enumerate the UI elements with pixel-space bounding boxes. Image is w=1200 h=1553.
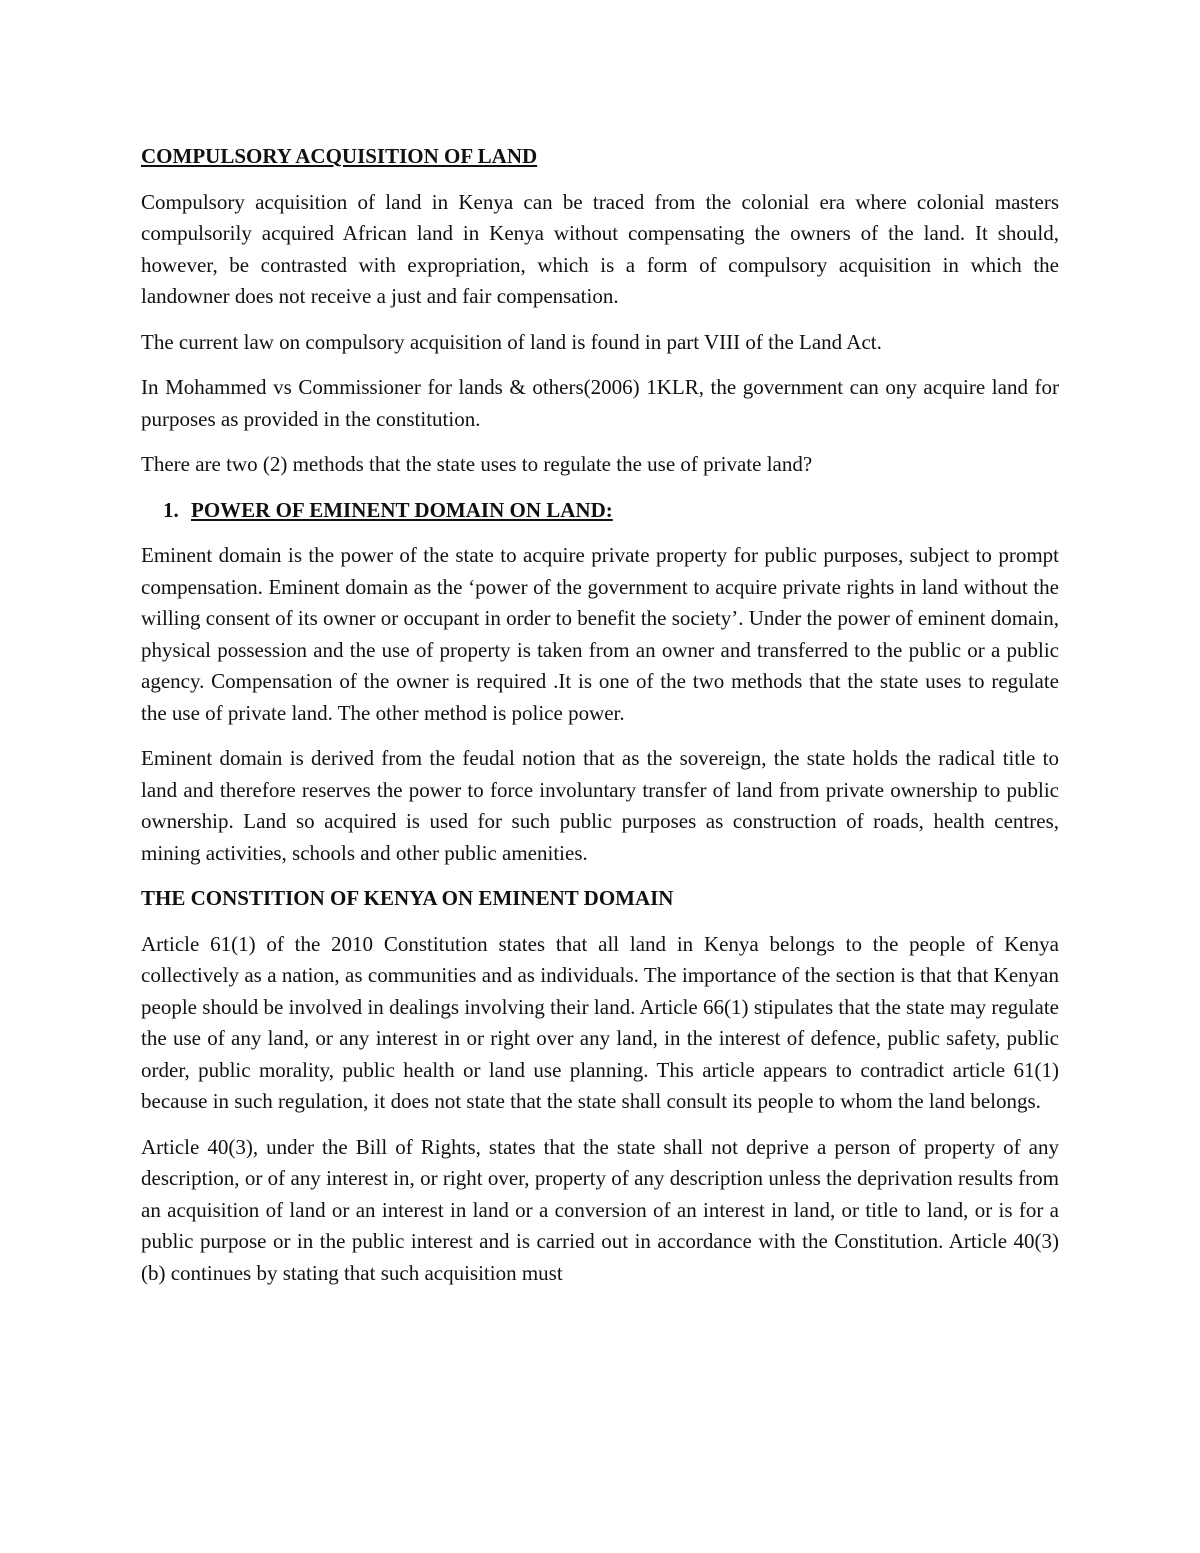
document-title: COMPULSORY ACQUISITION OF LAND — [141, 144, 538, 168]
section-heading-eminent-domain — [141, 495, 1059, 527]
intro-paragraph: The current law on compulsory acquisition of land is found in part VIII of the Land Act. — [141, 329, 882, 354]
section-paragraph: Eminent domain is the power of the state to acquire private property for public purposes, subject to prompt compensation. Eminent domain as the ‘power of the government to acquire private rights in land without the willing consent of its owner or occupant in order to benefit the society’. Under the power of eminent domain, physical possession and the use of property is taken from an owner and transferred to the public or a public agency. Compensation of the owner is required .It is one of the two methods that the state uses to regulate the use of private land. The other method is police power. — [141, 543, 1059, 725]
section-paragraph: Article 40(3), under the Bill of Rights, states that the state shall not deprive a person of property of any description, or of any interest in, or right over, property of any description unless the deprivation results from an acquisition of land or an interest in land or a conversion of an interest in land, or title to land, or is for a public purpose or in the public interest and is carried out in accordance with the Constitution. Article 40(3)(b) continues by stating that such acquisition must — [141, 1134, 1059, 1285]
section-paragraph: Article 61(1) of the 2010 Constitution states that all land in Kenya belongs to the people of Kenya collectively as a nation, as communities and as individuals. The importance of the section is that that Kenyan people should be involved in dealings involving their land. Article 66(1) stipulates that the state may regulate the use of any land, or any interest in or right over any land, in the interest of defence, public safety, public order, public morality, public health or land use planning. This article appears to contradict article 61(1) because in such regulation, it does not state that the state shall consult its people to whom the land belongs. — [141, 931, 1059, 1113]
document-page — [141, 141, 1059, 1303]
intro-paragraph: In Mohammed vs Commissioner for lands & others(2006) 1KLR, the government can ony acquire land for purposes as provided in the constitution. — [141, 375, 1059, 431]
intro-paragraph: Compulsory acquisition of land in Kenya can be traced from the colonial era where colonial masters compulsorily acquired African land in Kenya without compensating the owners of the land. It should, however, be contrasted with expropriation, which is a form of compulsory acquisition in which the landowner does not receive a just and fair compensation. — [141, 189, 1059, 308]
section-paragraph: Eminent domain is derived from the feudal notion that as the sovereign, the state holds the radical title to land and therefore reserves the power to force involuntary transfer of land from private ownership to public ownership. Land so acquired is used for such public purposes as construction of roads, health centres, mining activities, schools and other public amenities. — [141, 746, 1059, 865]
section-heading-constitution: THE CONSTITION OF KENYA ON EMINENT DOMAIN — [141, 886, 674, 910]
section-number: 1. — [163, 497, 179, 522]
intro-paragraph: There are two (2) methods that the state uses to regulate the use of private land? — [141, 452, 813, 476]
section-heading-text: POWER OF EMINENT DOMAIN ON LAND: — [191, 497, 613, 522]
